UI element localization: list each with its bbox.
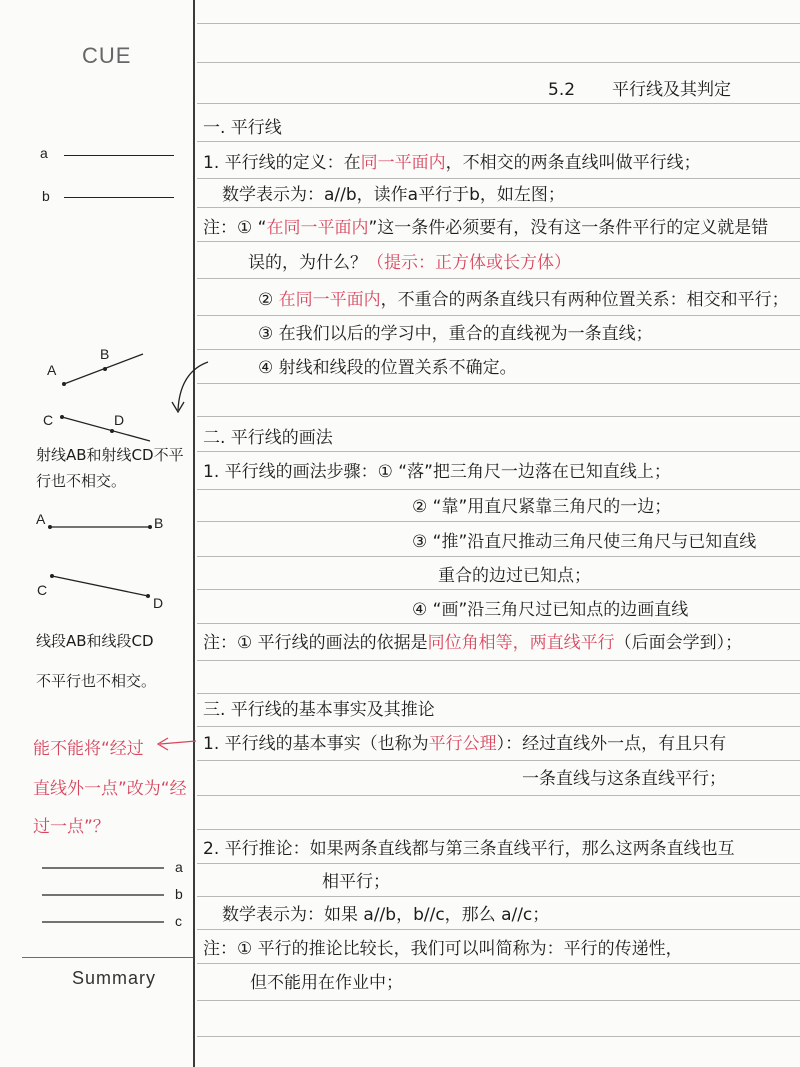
basic-fact-highlight: 平行公理 xyxy=(428,734,497,754)
definition-highlight: 同一平面内 xyxy=(360,153,446,173)
arrow-curve xyxy=(178,362,208,410)
section-number: 5.2 xyxy=(548,80,576,100)
note1-hint: （提示：正方体或长方体） xyxy=(367,253,571,273)
segment-cd xyxy=(52,576,148,596)
point-c xyxy=(60,415,64,419)
basic-fact-continuation: 一条直线与这条直线平行； xyxy=(522,769,726,789)
definition-line xyxy=(203,152,701,174)
drawing-note xyxy=(203,632,742,654)
drawing-steps-intro: 1. 平行线的画法步骤：① “落”把三角尺一边落在已知直线上； xyxy=(203,462,671,482)
drawing-step3: ③ “推”沿直尺推动三角尺使三角尺与已知直线 xyxy=(412,532,757,552)
trans-label-a: a xyxy=(175,859,183,875)
section2-heading: 二. 平行线的画法 xyxy=(203,428,333,448)
line-a-label: a xyxy=(40,145,48,161)
note1-line xyxy=(203,217,768,239)
basic-fact-suffix: ）：经过直线外一点，有且只有 xyxy=(496,734,727,754)
margin-question-line2: 直线外一点”改为“经 xyxy=(33,779,187,799)
note2-prefix: ② xyxy=(258,290,279,310)
seg-point-d xyxy=(146,594,150,598)
line-b-label: b xyxy=(42,188,50,204)
ray-label-d: D xyxy=(114,412,125,428)
cue-heading: CUE xyxy=(82,43,132,68)
drawing-note-suffix: （后面会学到）； xyxy=(614,633,743,653)
note3-line: ③ 在我们以后的学习中，重合的直线视为一条直线； xyxy=(258,324,653,344)
seg-point-c xyxy=(50,574,54,578)
point-d xyxy=(110,429,114,433)
point-a xyxy=(62,382,66,386)
section1-heading: 一. 平行线 xyxy=(203,118,282,138)
page-title: 平行线及其判定 xyxy=(612,80,731,100)
drawing-note-prefix: 注：① 平行线的画法的依据是 xyxy=(203,633,428,653)
note4-line: ④ 射线和线段的位置关系不确定。 xyxy=(258,358,517,378)
seg-label-a: A xyxy=(36,511,46,527)
corollary-notation: 数学表示为：如果 a//b，b//c，那么 a//c； xyxy=(222,905,550,925)
seg-note-line2: 不平行也不相交。 xyxy=(36,672,157,690)
corollary-line1: 2. 平行推论：如果两条直线都与第三条直线平行，那么这两条直线也互 xyxy=(203,839,735,859)
seg-label-b: B xyxy=(154,515,164,531)
seg-note-line1: 线段AB和线段CD xyxy=(36,632,154,650)
seg-point-b xyxy=(148,525,152,529)
ray-label-c: C xyxy=(43,412,54,428)
drawing-step2: ② “靠”用直尺紧靠三角尺的一边； xyxy=(412,497,672,517)
summary-heading: Summary xyxy=(72,968,157,988)
ray-label-b: B xyxy=(100,346,110,362)
red-arrow-line xyxy=(160,741,196,744)
corollary-note: 注：① 平行的推论比较长，我们可以叫简称为：平行的传递性， xyxy=(203,939,683,959)
note1-continuation xyxy=(248,252,571,274)
trans-label-c: c xyxy=(175,913,182,929)
basic-fact-line xyxy=(203,733,726,755)
basic-fact-prefix: 1. 平行线的基本事实（也称为 xyxy=(203,734,429,754)
ray-label-a: A xyxy=(47,362,57,378)
ray-note-line1: 射线AB和射线CD不平 xyxy=(36,446,184,464)
point-b xyxy=(103,367,107,371)
notation-line: 数学表示为：a//b，读作a平行于b，如左图； xyxy=(222,185,565,205)
ray-cd xyxy=(62,417,150,441)
note2-line xyxy=(258,289,789,311)
drawing-note-highlight: 同位角相等，两直线平行 xyxy=(427,633,615,653)
corollary-line2: 相平行； xyxy=(322,872,390,892)
seg-point-a xyxy=(48,525,52,529)
drawing-step3-cont: 重合的边过已知点； xyxy=(438,566,591,586)
corollary-note-cont: 但不能用在作业中； xyxy=(250,973,403,993)
seg-label-c: C xyxy=(37,582,48,598)
note2-suffix: ，不重合的两条直线只有两种位置关系：相交和平行； xyxy=(380,290,789,310)
ray-note-line2: 行也不相交。 xyxy=(36,472,127,490)
note2-highlight: 在同一平面内 xyxy=(278,290,381,310)
drawing-step4: ④ “画”沿三角尺过已知点的边画直线 xyxy=(412,600,689,620)
note1-question: 误的，为什么？ xyxy=(248,253,367,273)
margin-question-line3: 过一点”？ xyxy=(33,817,110,837)
seg-label-d: D xyxy=(153,595,164,611)
note1-suffix: ”这一条件必须要有，没有这一条件平行的定义就是错 xyxy=(368,218,769,238)
margin-question-line1: 能不能将“经过 xyxy=(33,739,144,759)
note1-prefix: 注：① “ xyxy=(203,218,267,238)
section3-heading: 三. 平行线的基本事实及其推论 xyxy=(203,700,435,720)
definition-prefix: 1. 平行线的定义：在 xyxy=(203,153,361,173)
note1-highlight: 在同一平面内 xyxy=(266,218,369,238)
definition-suffix: ，不相交的两条直线叫做平行线； xyxy=(445,153,701,173)
trans-label-b: b xyxy=(175,886,183,902)
